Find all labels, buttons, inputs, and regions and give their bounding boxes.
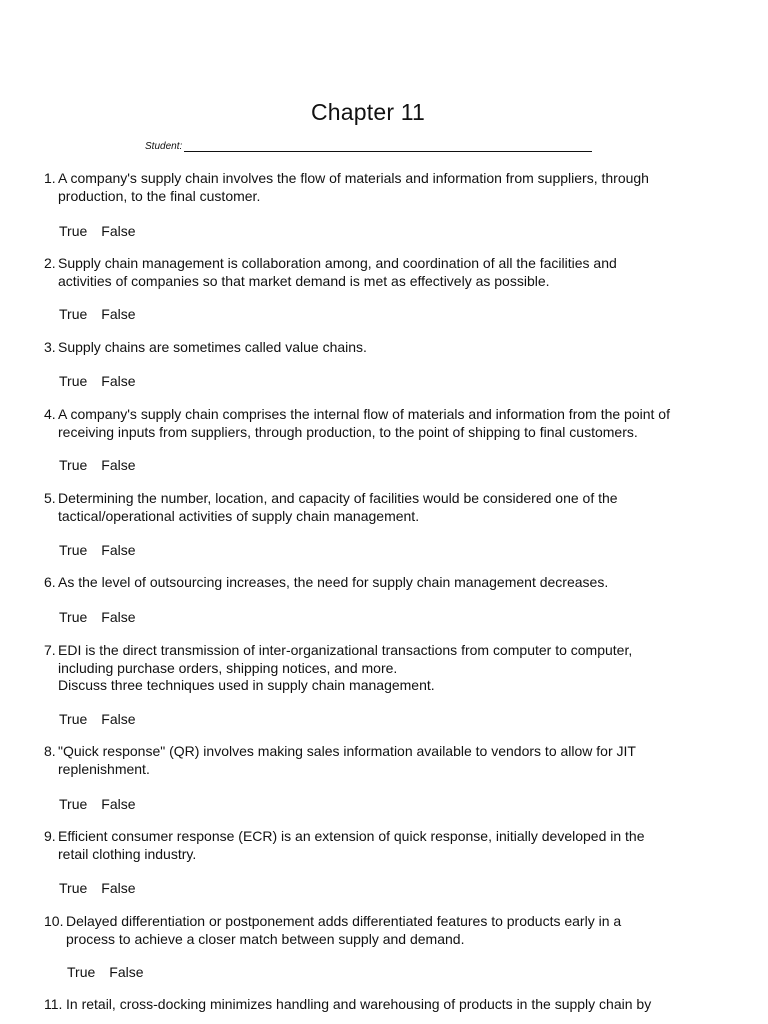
question-number: 5. <box>44 490 56 506</box>
false-option[interactable]: False <box>101 306 136 322</box>
answer-options-4 <box>59 457 150 474</box>
true-option[interactable]: True <box>59 457 88 473</box>
answer-options-6 <box>59 609 150 626</box>
false-option[interactable]: False <box>101 796 136 812</box>
false-option[interactable]: False <box>109 964 144 980</box>
answer-options-7 <box>59 711 150 728</box>
question-number: 3. <box>44 339 56 355</box>
question-4 <box>44 406 744 441</box>
true-option[interactable]: True <box>59 880 88 896</box>
answer-options-9 <box>59 880 150 897</box>
answer-options-10 <box>67 964 158 981</box>
answer-options-8 <box>59 796 150 813</box>
question-text: As the level of outsourcing increases, the need for supply chain management decreases. <box>58 574 609 590</box>
question-9 <box>44 828 744 863</box>
answer-options-5 <box>59 542 150 559</box>
true-option[interactable]: True <box>59 373 88 389</box>
false-option[interactable]: False <box>101 373 136 389</box>
question-number: 7. <box>44 642 56 658</box>
question-8 <box>44 743 744 778</box>
question-text: A company's supply chain involves the flow of materials and information from suppliers, through production, to the final customer. <box>58 170 649 204</box>
question-10 <box>44 913 744 948</box>
false-option[interactable]: False <box>101 609 136 625</box>
question-number: 8. <box>44 743 56 759</box>
true-option[interactable]: True <box>59 609 88 625</box>
true-option[interactable]: True <box>59 306 88 322</box>
student-name-line[interactable] <box>184 141 592 152</box>
question-1 <box>44 170 744 205</box>
page-title: Chapter 11 <box>310 99 426 125</box>
question-text: Delayed differentiation or postponement adds differentiated features to products early in a process to achieve a closer match between supply and demand. <box>66 913 622 947</box>
student-name-row <box>145 141 592 152</box>
question-number: 4. <box>44 406 56 422</box>
question-number: 9. <box>44 828 56 844</box>
question-5 <box>44 490 744 525</box>
question-2 <box>44 255 744 290</box>
question-text: A company's supply chain comprises the internal flow of materials and information from the point of receiving inputs from suppliers, through production, to the point of shipping to final customers. <box>58 406 670 440</box>
question-3 <box>44 339 744 357</box>
true-option[interactable]: True <box>67 964 96 980</box>
question-text: "Quick response" (QR) involves making sales information available to vendors to allow for JIT replenishment. <box>58 743 636 777</box>
question-6 <box>44 574 744 592</box>
false-option[interactable]: False <box>101 542 136 558</box>
true-option[interactable]: True <box>59 796 88 812</box>
true-option[interactable]: True <box>59 223 88 239</box>
false-option[interactable]: False <box>101 711 136 727</box>
question-text: Efficient consumer response (ECR) is an extension of quick response, initially developed in the retail clothing industry. <box>58 828 645 862</box>
question-number: 10. <box>44 913 64 929</box>
answer-options-2 <box>59 306 150 323</box>
question-number: 6. <box>44 574 56 590</box>
question-text: In retail, cross-docking minimizes handling and warehousing of products in the supply chain by <box>66 996 652 1012</box>
true-option[interactable]: True <box>59 711 88 727</box>
answer-options-3 <box>59 373 150 390</box>
question-number: 1. <box>44 170 56 186</box>
question-number: 11. <box>44 996 63 1012</box>
answer-options-1 <box>59 223 150 240</box>
question-text: EDI is the direct transmission of inter-organizational transactions from computer to computer, including purchase orders, shipping notices, and more. Discuss three techniques used in supply chain management. <box>58 642 633 693</box>
student-label: Student: <box>145 141 183 152</box>
question-number: 2. <box>44 255 56 271</box>
false-option[interactable]: False <box>101 880 136 896</box>
question-text: Supply chains are sometimes called value chains. <box>58 339 367 355</box>
false-option[interactable]: False <box>101 457 136 473</box>
question-7 <box>44 642 744 695</box>
true-option[interactable]: True <box>59 542 88 558</box>
false-option[interactable]: False <box>101 223 136 239</box>
question-text: Supply chain management is collaboration among, and coordination of all the facilities and activities of companies so that market demand is met as effectively as possible. <box>58 255 617 289</box>
question-11 <box>44 996 744 1014</box>
question-text: Determining the number, location, and capacity of facilities would be considered one of the tactical/operational activities of supply chain management. <box>58 490 618 524</box>
